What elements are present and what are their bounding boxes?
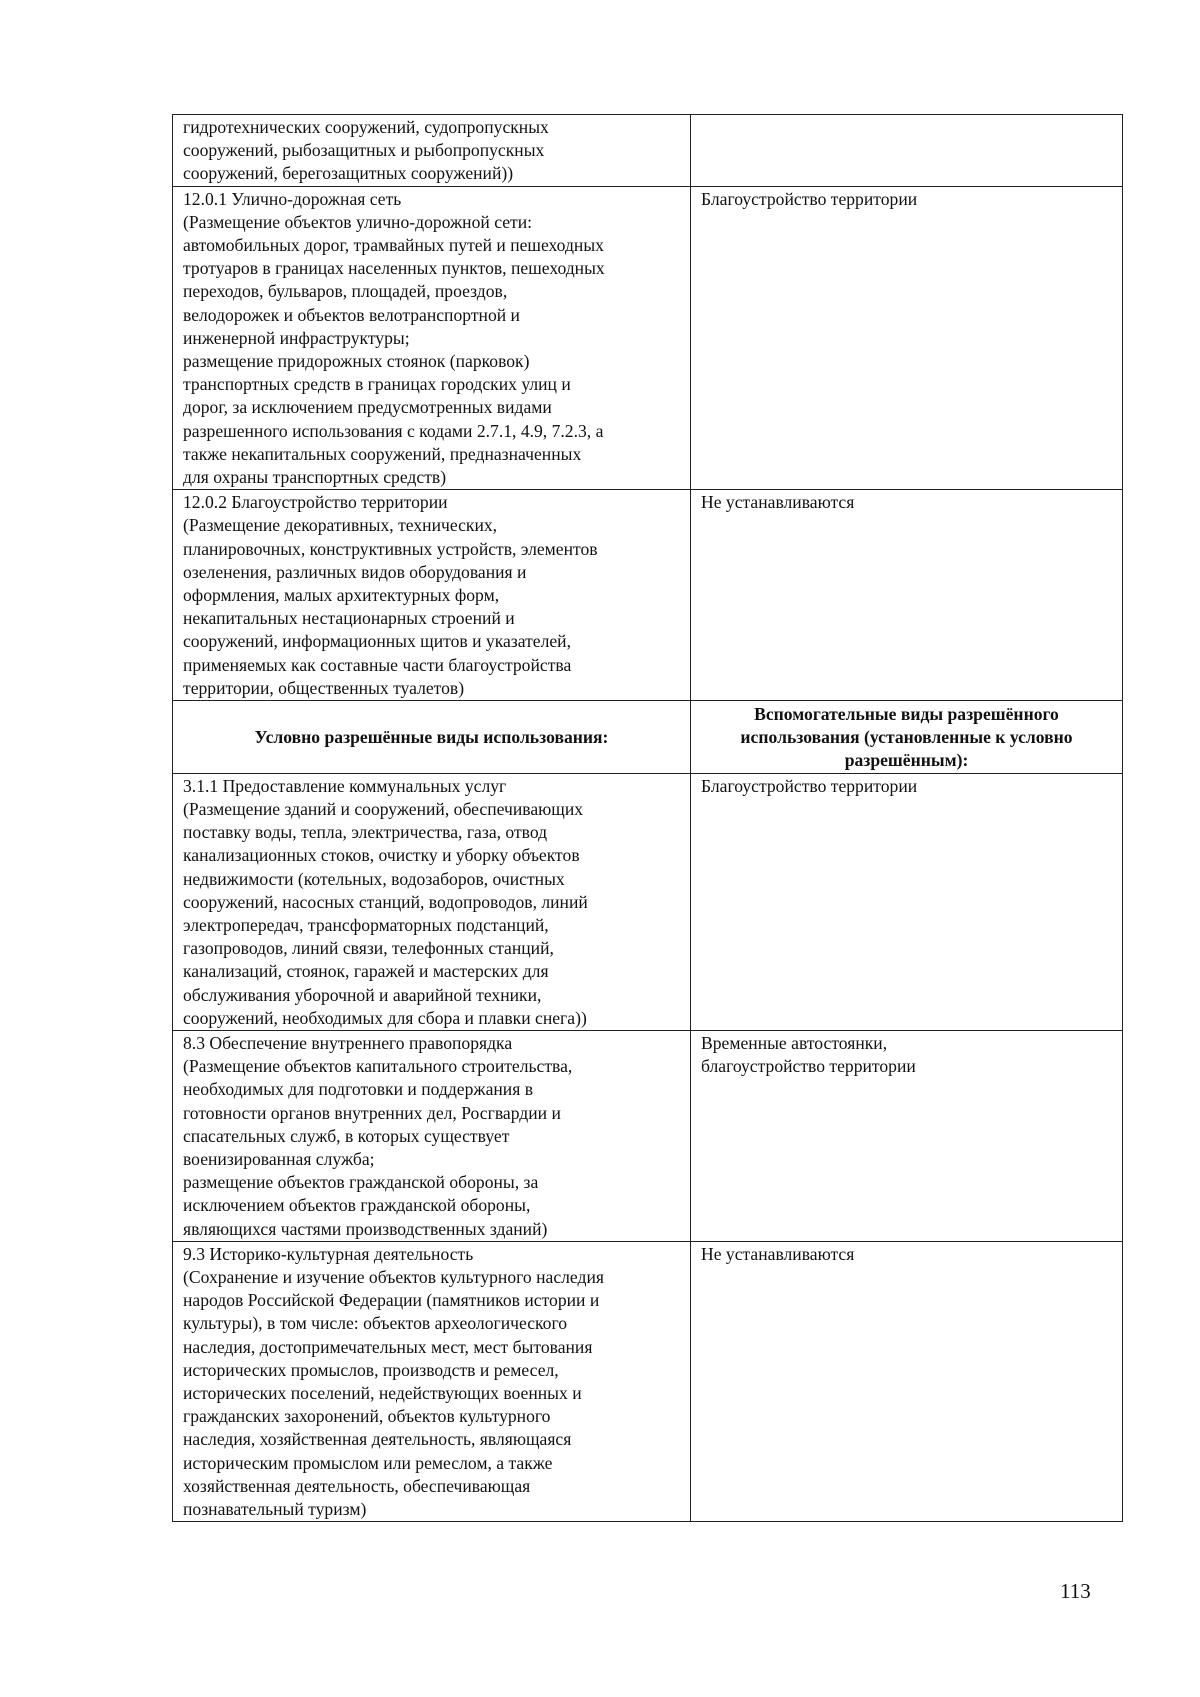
land-use-table bbox=[172, 114, 1123, 1522]
use-description-cell bbox=[173, 773, 691, 1030]
text-line: сооружений, необходимых для сбора и плавки снега)) bbox=[183, 1007, 587, 1028]
text-line: озеленения, различных видов оборудования и bbox=[183, 561, 527, 582]
auxiliary-use-cell bbox=[691, 490, 1123, 701]
table-header-row bbox=[173, 701, 1123, 774]
use-description-cell bbox=[173, 490, 691, 701]
text-line: переходов, бульваров, площадей, проездов, bbox=[183, 281, 508, 302]
auxiliary-use-cell bbox=[691, 186, 1123, 490]
text-line: гидротехнических сооружений, судопропускных bbox=[183, 117, 549, 137]
text-line: дорог, за исключением предусмотренных видами bbox=[183, 397, 552, 418]
use-description-cell bbox=[173, 115, 691, 187]
header-text: Вспомогательные виды разрешённого bbox=[754, 704, 1059, 725]
text-line: тротуаров в границах населенных пунктов, пешеходных bbox=[183, 258, 605, 279]
text-line: электропередач, трансформаторных подстанций, bbox=[183, 914, 549, 935]
text-line: военизированная служба; bbox=[183, 1148, 375, 1169]
text-line: размещение придорожных стоянок (парковок) bbox=[183, 351, 530, 372]
text-line: культуры), в том числе: объектов археологического bbox=[183, 1313, 568, 1334]
text-line: размещение объектов гражданской обороны, за bbox=[183, 1172, 539, 1193]
text-line: велодорожек и объектов велотранспортной и bbox=[183, 304, 520, 325]
text-line: разрешенного использования с кодами 2.7.1, 4.9, 7.2.3, а bbox=[183, 420, 604, 441]
text-line: спасательных служб, в которых существует bbox=[183, 1125, 510, 1146]
text-line: для охраны транспортных средств) bbox=[183, 467, 447, 488]
text-line: сооружений, берегозащитных сооружений)) bbox=[183, 163, 514, 184]
text-line: (Сохранение и изучение объектов культурного наследия bbox=[183, 1266, 604, 1287]
use-description-cell bbox=[173, 1030, 691, 1241]
text-line: некапитальных нестационарных строений и bbox=[183, 608, 515, 629]
text-line: исключением объектов гражданской обороны, bbox=[183, 1195, 531, 1216]
text-line: недвижимости (котельных, водозаборов, очистных bbox=[183, 868, 565, 889]
text-line: Благоустройство территории bbox=[701, 188, 918, 209]
text-line: необходимых для подготовки и поддержания в bbox=[183, 1079, 534, 1100]
text-line: (Размещение зданий и сооружений, обеспечивающих bbox=[183, 798, 584, 819]
text-line: сооружений, рыбозащитных и рыбопропускных bbox=[183, 140, 545, 161]
text-line: транспортных средств в границах городских улиц и bbox=[183, 374, 571, 395]
header-text: Условно разрешённые виды использования: bbox=[254, 727, 609, 748]
text-line: историческим промыслом или ремеслом, а также bbox=[183, 1452, 553, 1473]
table-row bbox=[173, 773, 1123, 1030]
header-text: разрешённым): bbox=[844, 750, 969, 771]
text-line: сооружений, насосных станций, водопроводов, линий bbox=[183, 891, 588, 912]
conditional-uses-header bbox=[173, 701, 691, 774]
text-line: 12.0.2 Благоустройство территории bbox=[183, 492, 448, 513]
text-line: 12.0.1 Улично-дорожная сеть bbox=[183, 188, 402, 209]
header-text: использования (установленные к условно bbox=[740, 727, 1073, 748]
auxiliary-use-cell bbox=[691, 1241, 1123, 1521]
text-line: благоустройство территории bbox=[701, 1056, 916, 1077]
text-line: канализаций, стоянок, гаражей и мастерских для bbox=[183, 961, 549, 982]
text-line: наследия, хозяйственная деятельность, являющаяся bbox=[183, 1429, 572, 1450]
text-line: инженерной инфраструктуры; bbox=[183, 327, 410, 348]
text-line: территории, общественных туалетов) bbox=[183, 677, 465, 698]
text-line: (Размещение объектов улично-дорожной сети: bbox=[183, 211, 533, 232]
text-line: народов Российской Федерации (памятников истории и bbox=[183, 1290, 600, 1311]
use-description-cell bbox=[173, 1241, 691, 1521]
text-line: Не устанавливаются bbox=[701, 1243, 855, 1264]
text-line: исторических промыслов, производств и ремесел, bbox=[183, 1359, 559, 1380]
text-line: гражданских захоронений, объектов культурного bbox=[183, 1406, 551, 1427]
text-line: оформления, малых архитектурных форм, bbox=[183, 585, 500, 606]
text-line: также некапитальных сооружений, предназначенных bbox=[183, 443, 582, 464]
text-line: хозяйственная деятельность, обеспечивающая bbox=[183, 1475, 531, 1496]
table-row bbox=[173, 490, 1123, 701]
text-line: обслуживания уборочной и аварийной техники, bbox=[183, 984, 542, 1005]
table-row bbox=[173, 1241, 1123, 1521]
table-row bbox=[173, 1030, 1123, 1241]
text-line: сооружений, информационных щитов и указателей, bbox=[183, 631, 571, 652]
text-line: применяемых как составные части благоустройства bbox=[183, 654, 572, 675]
text-line: 8.3 Обеспечение внутреннего правопорядка bbox=[183, 1032, 513, 1053]
text-line: готовности органов внутренних дел, Росгвардии и bbox=[183, 1102, 561, 1123]
table-row bbox=[173, 115, 1123, 187]
text-line: исторических поселений, недействующих военных и bbox=[183, 1382, 582, 1403]
text-line: канализационных стоков, очистку и уборку объектов bbox=[183, 845, 580, 866]
text-line: Временные автостоянки, bbox=[701, 1032, 888, 1053]
text-line: автомобильных дорог, трамвайных путей и пешеходных bbox=[183, 235, 604, 256]
table-row bbox=[173, 186, 1123, 490]
text-line: (Размещение декоративных, технических, bbox=[183, 515, 498, 536]
page-number: 113 bbox=[1060, 1579, 1091, 1603]
auxiliary-uses-header bbox=[691, 701, 1123, 774]
auxiliary-use-cell bbox=[691, 115, 1123, 187]
text-line: познавательный туризм) bbox=[183, 1498, 367, 1519]
text-line: планировочных, конструктивных устройств, элементов bbox=[183, 538, 598, 559]
text-line: Благоустройство территории bbox=[701, 775, 918, 796]
text-line: 3.1.1 Предоставление коммунальных услуг bbox=[183, 775, 507, 796]
text-line: являющихся частями производственных зданий) bbox=[183, 1218, 548, 1239]
text-line: наследия, достопримечательных мест, мест бытования bbox=[183, 1336, 593, 1357]
auxiliary-use-cell bbox=[691, 773, 1123, 1030]
text-line: 9.3 Историко-культурная деятельность bbox=[183, 1243, 474, 1264]
text-line: Не устанавливаются bbox=[701, 492, 855, 513]
text-line: (Размещение объектов капитального строительства, bbox=[183, 1056, 573, 1077]
auxiliary-use-cell bbox=[691, 1030, 1123, 1241]
text-line: газопроводов, линий связи, телефонных станций, bbox=[183, 938, 554, 959]
text-line: поставку воды, тепла, электричества, газа, отвод bbox=[183, 822, 548, 843]
use-description-cell bbox=[173, 186, 691, 490]
